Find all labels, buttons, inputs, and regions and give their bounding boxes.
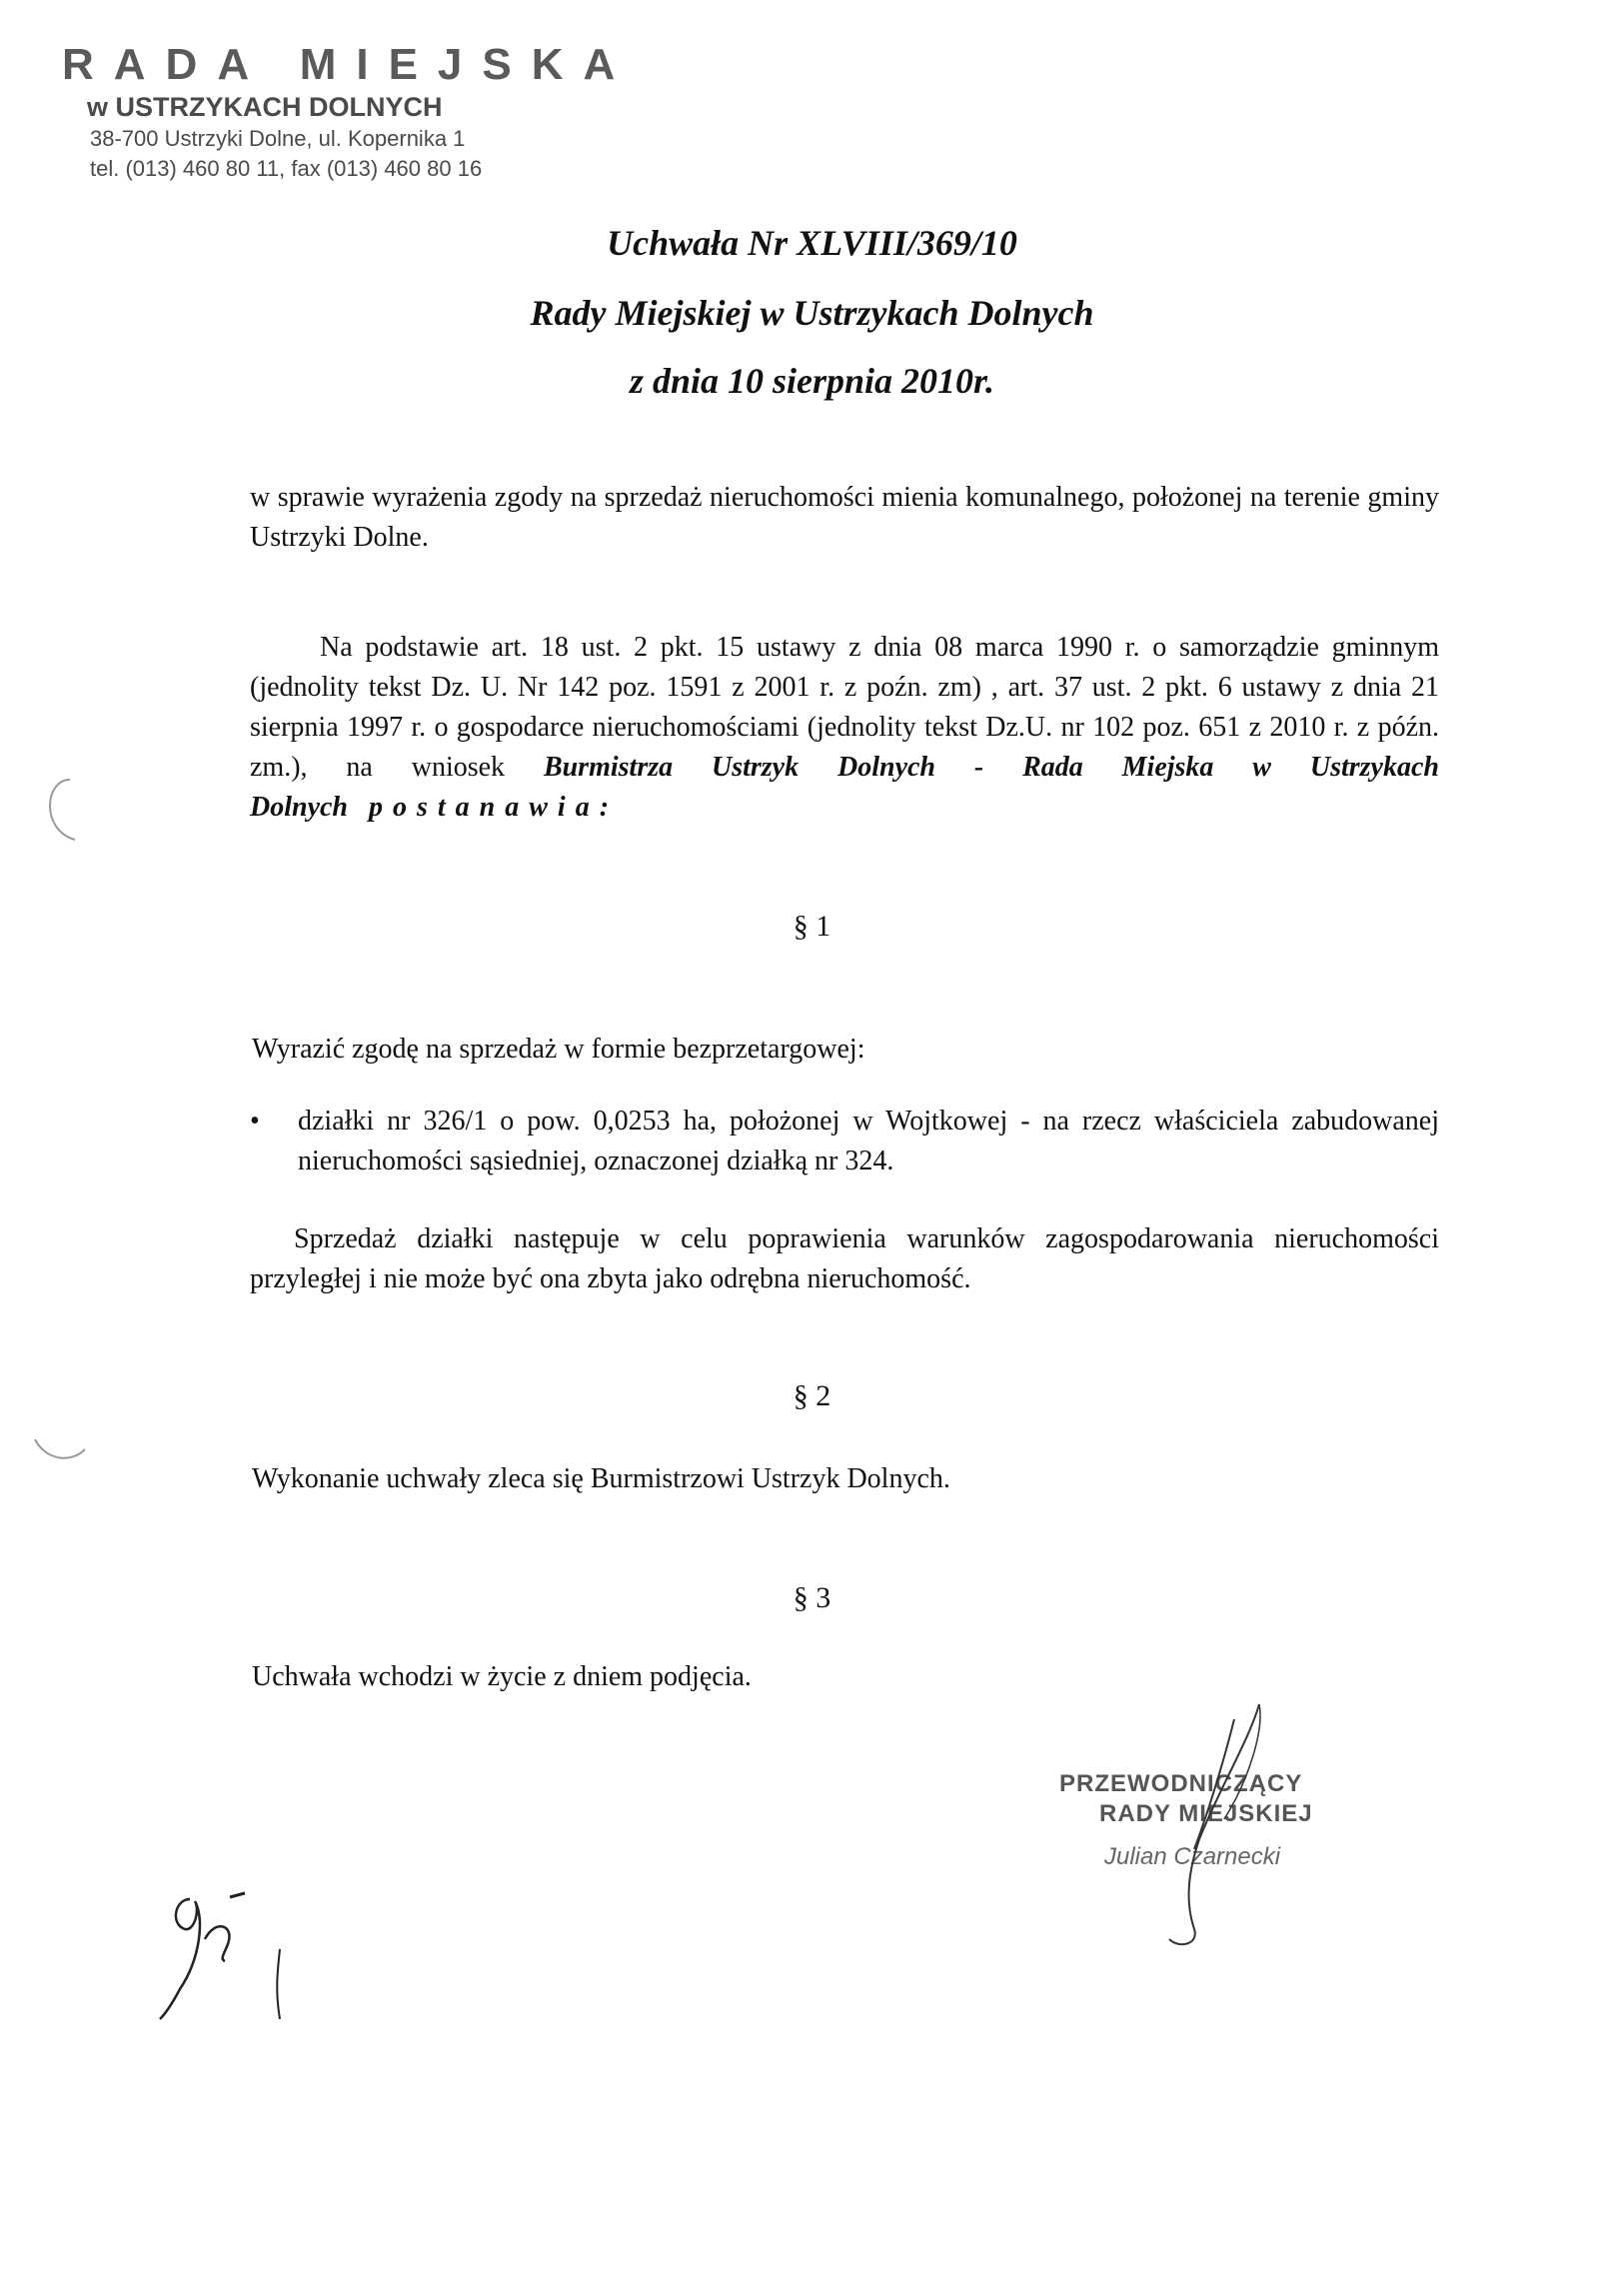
stamp-phone-fax: tel. (013) 460 80 11, fax (013) 460 80 16 [90,156,483,181]
bullet-icon: • [250,1106,260,1137]
section-3-text: Uchwała wchodzi w życie z dniem podjęcia. [252,1661,752,1692]
legal-basis-text: Na podstawie art. 18 ust. 2 pkt. 15 ustawy z dnia 08 marca 1990 r. o samorządzie gminnym (jednolity tekst Dz. U. Nr 142 poz. 1591 z 2001 r. z poźn. zm) , art. 37 ust. 2 pkt. 6 ustawy z dnia 21 sierpnia 1997 r. o gospodarce nieruchomościami (jednolity tekst Dz.U. nr 102 poz. 651 z 2010 r. z późn. zm.), na wniosek [250,632,1439,783]
applicant: Burmistrza Ustrzyk Dolnych - Rada Miejska w Ustrzykach Dolnych [250,752,1439,823]
sale-purpose: Sprzedaż działki następuje w celu poprawienia warunków zagospodarowania nieruchomości przyległej i nie może być ona zbyta jako odrębna nieruchomość. [250,1223,1439,1294]
section-2-heading: § 2 [793,1379,831,1412]
decision-word: postanawia: [369,792,620,823]
section-3-heading: § 3 [793,1581,831,1614]
plot-description: działki nr 326/1 o pow. 0,0253 ha, położonej w Wojtkowej - na rzecz właściciela zabudowanej nieruchomości sąsiedniej, oznaczonej działką nr 324. [298,1106,1439,1176]
legal-basis [250,628,1439,828]
section-1-intro: Wyrazić zgodę na sprzedaż w formie bezprzetargowej: [252,1034,865,1065]
resolution-issuer: Rady Miejskiej w Ustrzykach Dolnych [530,293,1094,333]
resolution-date: z dnia 10 sierpnia 2010r. [629,361,995,401]
chairman-name: Julian Czarnecki [1104,1843,1281,1870]
council-stamp [62,40,635,184]
punch-hole-mark-top [30,770,90,850]
resolution-number: Uchwała Nr XLVIII/369/10 [607,223,1017,263]
chairman-signature [1139,1699,1289,1959]
resolution-subject: w sprawie wyrażenia zgody na sprzedaż nieruchomości mienia komunalnego, położonej na terenie gminy Ustrzyki Dolne. [250,482,1439,553]
chairman-title: PRZEWODNICZĄCY [1059,1770,1303,1797]
stamp-location: w USTRZYKACH DOLNYCH [87,92,443,122]
list-item [240,1102,1439,1181]
section-1-heading: § 1 [793,910,831,943]
initials-signature [150,1879,320,2029]
stamp-council-name: RADA MIEJSKA [62,40,636,89]
chairman-council: RADY MIEJSKIEJ [1099,1800,1313,1827]
punch-hole-mark-bottom [30,1429,90,1479]
section-2-text: Wykonanie uchwały zleca się Burmistrzowi Ustrzyk Dolnych. [252,1463,950,1494]
stamp-address: 38-700 Ustrzyki Dolne, ul. Kopernika 1 [90,126,466,151]
